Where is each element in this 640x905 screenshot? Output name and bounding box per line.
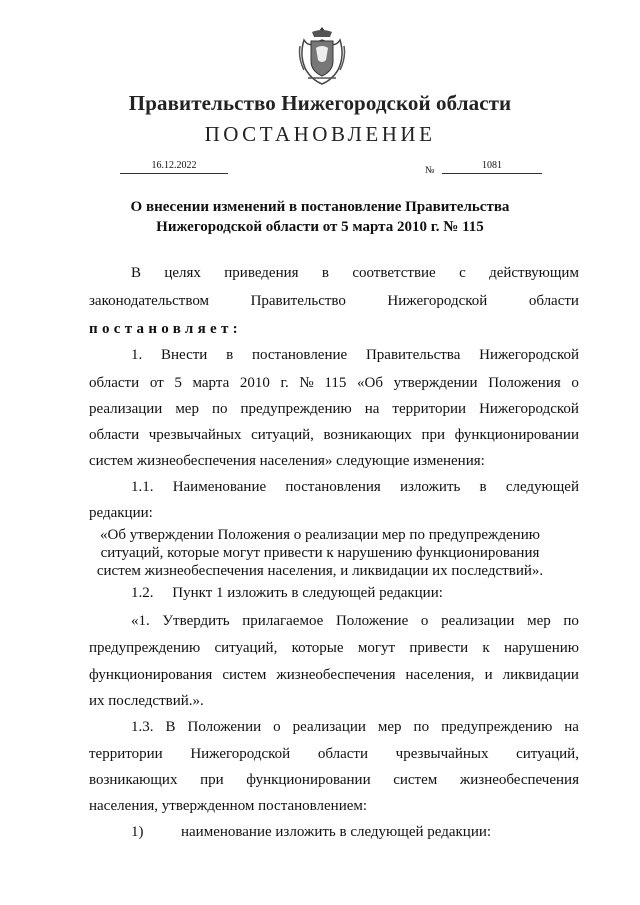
- word: функционировании: [246, 772, 371, 788]
- word: 1.: [131, 347, 143, 363]
- word: Нижегородской: [190, 746, 291, 762]
- text-line: [131, 478, 579, 496]
- quote-line: ситуаций, которые могут привести к нарушению функционирования: [100, 545, 540, 561]
- text-line: 1.2. Пункт 1 изложить в следующей редакции:: [131, 585, 443, 601]
- word: соответствие: [352, 265, 436, 281]
- word: области: [317, 746, 368, 762]
- word: о: [273, 719, 281, 735]
- word: мер: [527, 613, 551, 629]
- word: по: [563, 613, 579, 629]
- word: В: [131, 265, 142, 281]
- number-sign: №: [425, 165, 435, 176]
- word: постановления: [285, 479, 381, 495]
- word: Нижегородской: [387, 293, 488, 309]
- word: возникающих: [323, 427, 412, 443]
- text-line: постановляет:: [89, 321, 242, 337]
- text-line: [89, 639, 579, 657]
- text-line: [89, 666, 579, 684]
- organization-name: Правительство Нижегородской области: [128, 91, 512, 115]
- word: могут: [357, 640, 396, 656]
- text-line: их последствий.».: [89, 693, 204, 709]
- word: от: [149, 375, 164, 391]
- word: г.: [280, 375, 289, 391]
- word: и: [484, 667, 493, 683]
- word: предупреждению: [89, 640, 201, 656]
- word: населения,: [405, 667, 475, 683]
- text-line: 1) наименование изложить в следующей редакции:: [131, 824, 492, 840]
- word: ликвидации: [502, 667, 579, 683]
- quote-line: систем жизнеобеспечения населения, и ликвидации их последствий».: [96, 563, 544, 579]
- text-line: [89, 771, 579, 789]
- text-line: [89, 374, 579, 392]
- word: «Об: [357, 375, 383, 391]
- word: реализации: [292, 719, 366, 735]
- text-line: [89, 400, 579, 418]
- text-line: [131, 346, 579, 364]
- word: Наименование: [172, 479, 267, 495]
- text-line: [89, 426, 579, 444]
- word: Положении: [187, 719, 262, 735]
- word: территории: [392, 401, 467, 417]
- word: Нижегородской: [479, 401, 579, 417]
- word: реализации: [441, 613, 515, 629]
- coat-of-arms-icon: [298, 26, 346, 86]
- word: жизнеобеспечения: [276, 667, 396, 683]
- word: №: [299, 375, 314, 391]
- word: марта: [192, 375, 230, 391]
- word: в: [226, 347, 234, 363]
- word: приведения: [224, 265, 299, 281]
- word: в: [479, 479, 487, 495]
- word: действующим: [489, 265, 579, 281]
- quote-line: «Об утверждении Положения о реализации мер по предупреждению: [100, 527, 540, 543]
- word: предупреждению: [441, 719, 553, 735]
- word: при: [421, 427, 446, 443]
- word: области: [89, 427, 140, 443]
- word: о: [420, 613, 429, 629]
- word: ситуаций,: [516, 746, 579, 762]
- word: привести: [409, 640, 469, 656]
- text-line: систем жизнеобеспечения населения» следующие изменения:: [89, 453, 485, 469]
- document-date: 16.12.2022: [120, 159, 228, 174]
- word: чрезвычайных: [148, 427, 242, 443]
- text-line: [131, 612, 579, 630]
- word: прилагаемое: [242, 613, 324, 629]
- word: области: [89, 375, 140, 391]
- text-line: [131, 264, 579, 282]
- word: В: [165, 719, 176, 735]
- word: предупреждению: [240, 401, 352, 417]
- word: изложить: [399, 479, 461, 495]
- word: ситуаций,: [214, 640, 278, 656]
- word: 5: [174, 375, 182, 391]
- word: возникающих: [89, 772, 178, 788]
- word: целях: [164, 265, 201, 281]
- word: Нижегородской: [479, 347, 579, 363]
- word: с: [459, 265, 466, 281]
- word: ситуаций,: [251, 427, 314, 443]
- word: 2010: [239, 375, 270, 391]
- word: Положения: [488, 375, 561, 391]
- word: территории: [89, 746, 163, 762]
- word: систем: [222, 667, 267, 683]
- word: «1.: [131, 613, 150, 629]
- word: нарушению: [504, 640, 579, 656]
- word: которые: [291, 640, 344, 656]
- word: утверждении: [393, 375, 478, 391]
- word: мер: [175, 401, 199, 417]
- word: на: [564, 719, 579, 735]
- word: области: [528, 293, 579, 309]
- word: мер: [377, 719, 402, 735]
- word: в: [321, 265, 329, 281]
- word: систем: [393, 772, 438, 788]
- document-type: ПОСТАНОВЛЕНИЕ: [204, 122, 436, 146]
- word: реализации: [89, 401, 163, 417]
- title-line-2: Нижегородской области от 5 марта 2010 г. № 115: [156, 219, 484, 235]
- word: Утвердить: [162, 613, 230, 629]
- word: о: [571, 375, 579, 391]
- word: Положение: [335, 613, 409, 629]
- word: 115: [324, 375, 347, 391]
- word: следующей: [505, 479, 579, 495]
- word: жизнеобеспечения: [459, 772, 579, 788]
- word: к: [482, 640, 490, 656]
- word: на: [364, 401, 380, 417]
- word: Правительство: [250, 293, 346, 309]
- word: функционирования: [89, 667, 213, 683]
- word: при: [200, 772, 224, 788]
- word: 1.3.: [131, 719, 154, 735]
- word: чрезвычайных: [395, 746, 489, 762]
- title-line-1: О внесении изменений в постановление Правительства: [130, 199, 510, 215]
- word: по: [413, 719, 430, 735]
- text-line: [131, 718, 579, 736]
- word: по: [211, 401, 228, 417]
- word: Правительства: [365, 347, 461, 363]
- text-line: редакции:: [89, 505, 153, 521]
- document-title: [0, 197, 640, 237]
- text-line: [89, 292, 579, 310]
- word: законодательством: [89, 293, 210, 309]
- text-line: [89, 745, 579, 763]
- text-line: населения, утвержденном постановлением:: [89, 798, 368, 814]
- word: постановление: [251, 347, 348, 363]
- document-number: 1081: [442, 159, 542, 174]
- word: 1.1.: [131, 479, 154, 495]
- word: функционировании: [454, 427, 579, 443]
- word: Внести: [161, 347, 208, 363]
